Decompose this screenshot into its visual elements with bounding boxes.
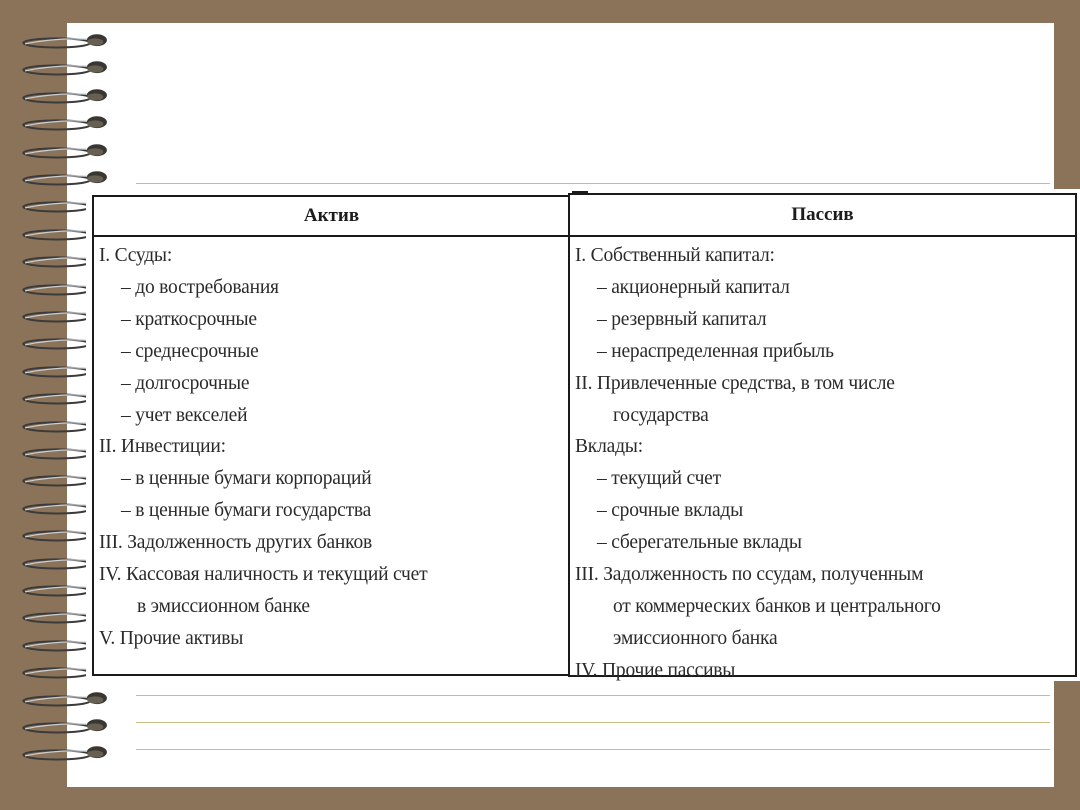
table-line: – в ценные бумаги государства <box>121 500 372 522</box>
table-line: III. Задолженность других банков <box>99 532 372 554</box>
table-line: – резервный капитал <box>597 308 767 330</box>
table-line: – срочные вклады <box>597 500 744 522</box>
assets-header: Актив <box>94 197 569 237</box>
liabilities-header: Пассив <box>570 195 1075 237</box>
table-line: – в ценные бумаги корпораций <box>121 468 372 490</box>
assets-list <box>94 237 569 655</box>
table-line: в эмиссионном банке <box>137 595 310 617</box>
table-line: – текущий счет <box>597 468 721 490</box>
ruled-line <box>136 695 1050 696</box>
table-line: – сберегательные вклады <box>597 532 802 554</box>
spiral-coil-icon <box>16 59 116 79</box>
table-line: – среднесрочные <box>121 340 259 362</box>
liabilities-list <box>570 237 1075 687</box>
table-line: Вклады: <box>575 436 643 458</box>
spiral-coil-icon <box>16 690 116 710</box>
table-line: IV. Прочие пассивы <box>575 659 736 681</box>
table-line: государства <box>613 404 709 426</box>
table-line: – нераспределенная прибыль <box>597 340 834 362</box>
spiral-coil-icon <box>16 744 116 764</box>
table-line: II. Привлеченные средства, в том числе <box>575 372 895 394</box>
spiral-coil-icon <box>16 717 116 737</box>
table-line: – учет векселей <box>121 404 248 426</box>
table-line: II. Инвестиции: <box>99 436 226 458</box>
table-line: – до востребования <box>121 276 279 298</box>
spiral-coil-icon <box>16 87 116 107</box>
table-line: I. Собственный капитал: <box>575 245 775 266</box>
table-line: III. Задолженность по ссудам, полученным <box>575 564 924 586</box>
ruled-line <box>136 749 1050 750</box>
ruled-line <box>136 722 1050 723</box>
spiral-coil-icon <box>16 142 116 162</box>
column-divider-mark <box>572 191 588 194</box>
spiral-coil-icon <box>16 114 116 134</box>
table-line: IV. Кассовая наличность и текущий счет <box>99 564 428 586</box>
table-line: от коммерческих банков и центрального <box>613 595 941 617</box>
table-line: – долгосрочные <box>121 372 250 394</box>
table-line: I. Ссуды: <box>99 245 173 266</box>
liabilities-column <box>568 193 1077 681</box>
table-line: – акционерный капитал <box>597 276 790 298</box>
assets-column <box>92 195 569 676</box>
ruled-line <box>136 183 1050 184</box>
table-line: – краткосрочные <box>121 308 257 330</box>
spiral-coil-icon <box>16 32 116 52</box>
table-line: эмиссионного банка <box>613 627 778 649</box>
table-line: V. Прочие активы <box>99 627 244 649</box>
spiral-coil-icon <box>16 169 116 189</box>
